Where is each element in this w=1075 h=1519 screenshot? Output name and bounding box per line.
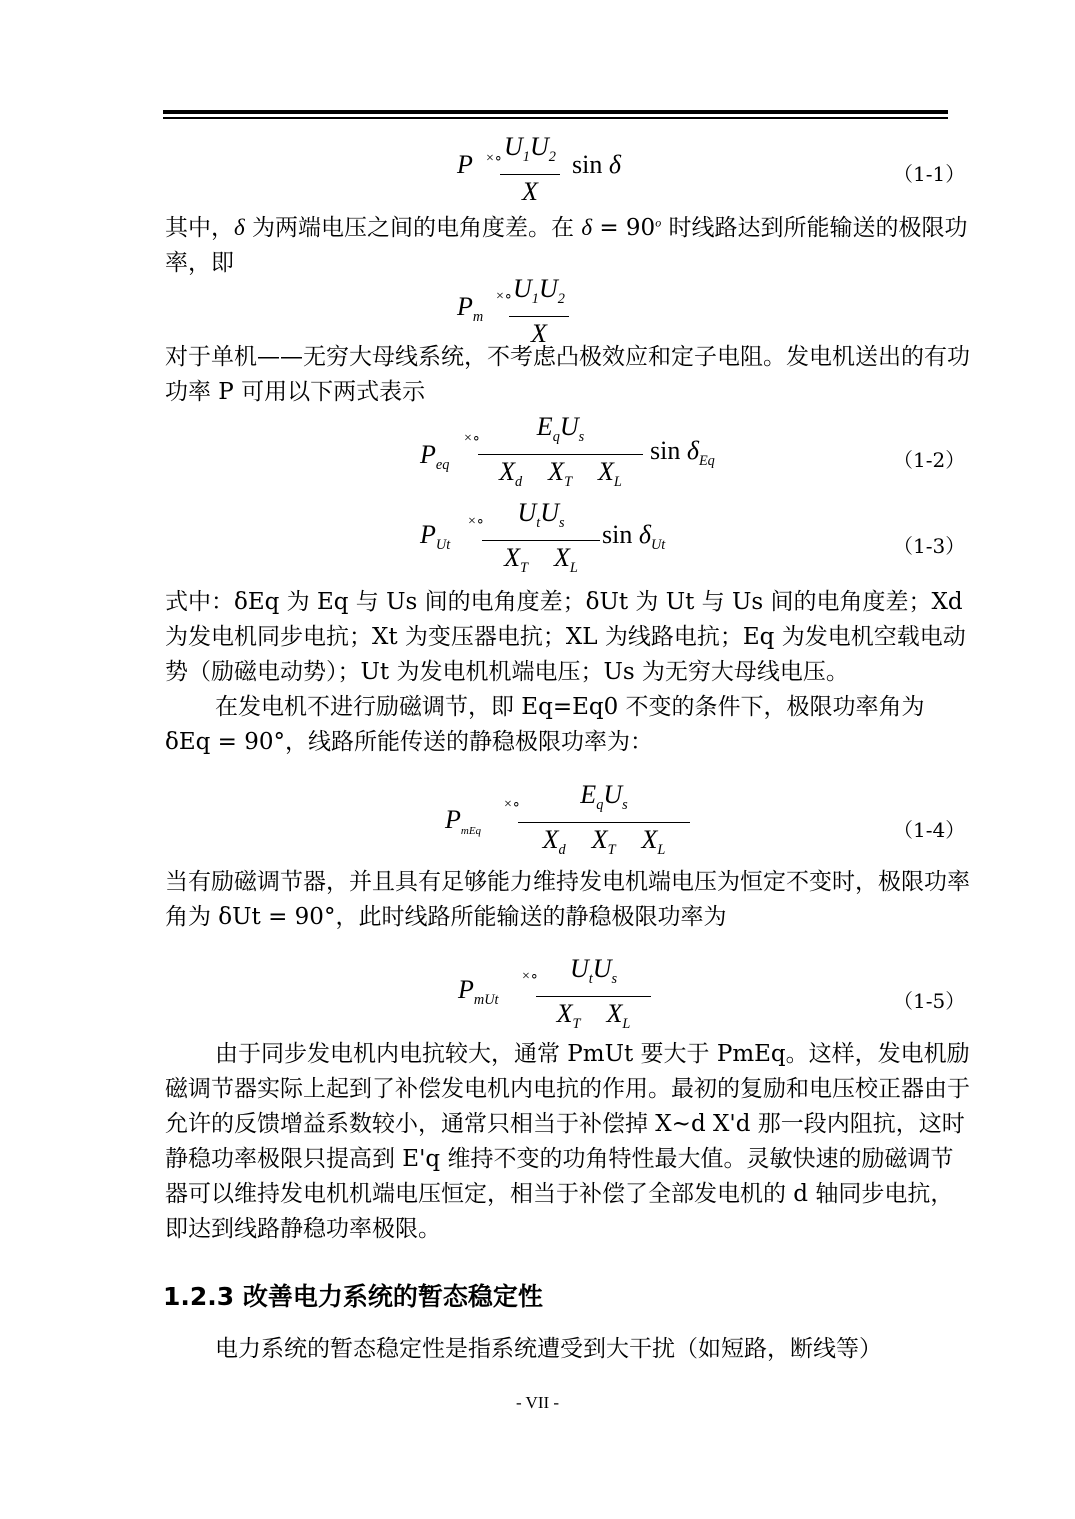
- paragraph-text: 其中，δ 为两端电压之间的电角度差。在 $\delta = 90^o$ 时线路达到所能输送的极限功率，即: [165, 214, 968, 276]
- section-heading: 1.2.3 改善电力系统的暂态稳定性: [163, 1282, 543, 1311]
- paragraph-with-regulator: 当有励磁调节器，并且具有足够能力维持发电机端电压为恒定不变时，极限功率角为 δUt = 90°，此时线路所能输送的静稳极限功率为: [165, 869, 970, 930]
- equation-number-1-4: （1-4）: [893, 818, 966, 842]
- equation-number-1-5: （1-5）: [893, 989, 966, 1013]
- paragraph-symbol-definitions: 式中：δEq 为 Eq 与 Us 间的电角度差；δUt 为 Ut 与 Us 间的电角度差；Xd 为发电机同步电抗；Xt 为变压器电抗；XL 为线路电抗；Eq 为发电机空载电动势（励磁电动势）；Ut 为发电机机端电压；Us 为无穷大母线电压。: [165, 589, 966, 685]
- header-rule-thick: [163, 110, 948, 114]
- paragraph-no-excitation: 在发电机不进行励磁调节，即 Eq=Eq0 不变的条件下，极限功率角为 δEq = 90°，线路所能传送的静稳极限功率为：: [165, 694, 925, 755]
- paragraph-limit-power: [165, 205, 975, 281]
- equation-number-1-3: （1-3）: [893, 534, 966, 558]
- equation-number-1-1: （1-1）: [893, 162, 966, 186]
- equation-number-1-2: （1-2）: [893, 448, 966, 472]
- page-number: - VII -: [515, 1393, 560, 1412]
- paragraph-compensation: 由于同步发电机内电抗较大，通常 PmUt 要大于 PmEq。这样，发电机励磁调节器实际上起到了补偿发电机内电抗的作用。最初的复励和电压校正器由于允许的反馈增益系数较小，通常只相当于补偿掉 X~d X'd 那一段内阻抗，这时静稳功率极限只提高到 E'q 维持不变的功角特性最大值。灵敏快速的励磁调节器可以维持发电机机端电压恒定，相当于补偿了全部发电机的 d 轴同步电抗，即达到线路静稳功率极限。: [165, 1041, 970, 1242]
- paragraph-single-machine: 对于单机——无穷大母线系统，不考虑凸极效应和定子电阻。发电机送出的有功功率 P 可用以下两式表示: [165, 344, 970, 405]
- header-rule-thin: [163, 117, 948, 119]
- paragraph-transient-stability: 电力系统的暂态稳定性是指系统遭受到大干扰（如短路，断线等）: [215, 1336, 882, 1362]
